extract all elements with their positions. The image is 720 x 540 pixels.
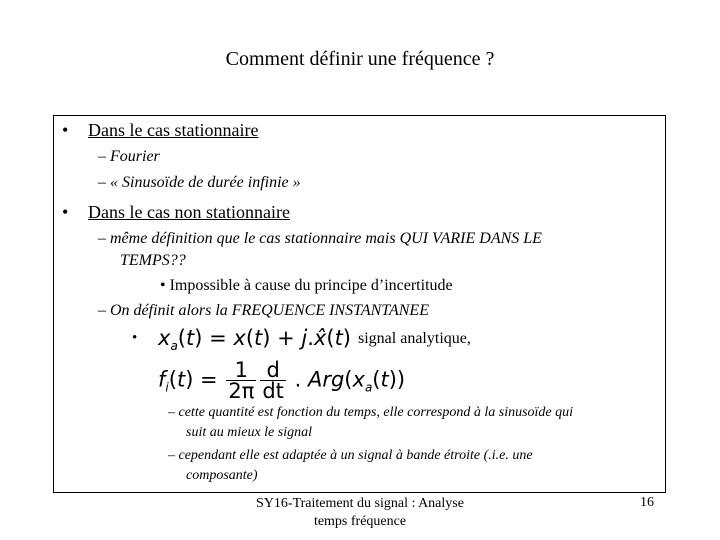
note-time-dependence-cont: suit au mieux le signal bbox=[186, 425, 312, 440]
bullet: • bbox=[62, 120, 69, 140]
slide-title: Comment définir une fréquence ? bbox=[225, 48, 495, 70]
list-item-instantaneous-frequency: – On définit alors la FREQUENCE INSTANTANEE bbox=[98, 302, 429, 319]
list-item-sinusoid: – « Sinusoïde de durée infinie » bbox=[98, 174, 301, 191]
list-item-uncertainty: • Impossible à cause du principe d’incertitude bbox=[160, 277, 453, 294]
list-item-definition-cont: TEMPS?? bbox=[120, 252, 186, 269]
heading-nonstationary: Dans le cas non stationnaire bbox=[88, 202, 290, 222]
list-item-definition: – même définition que le cas stationnaire mais QUI VARIE DANS LE bbox=[98, 230, 542, 247]
note-narrowband-cont: composante) bbox=[186, 468, 258, 483]
footer-line: SY16-Traitement du signal : Analyse bbox=[256, 496, 464, 511]
note-time-dependence: – cette quantité est fonction du temps, elle correspond à la sinusoïde qui bbox=[168, 405, 574, 420]
bullet: • bbox=[62, 202, 69, 222]
bullet: • bbox=[132, 330, 138, 346]
page-number: 16 bbox=[640, 495, 654, 510]
heading-stationary: Dans le cas stationnaire bbox=[88, 120, 259, 140]
instantaneous-frequency-equation: $f_i(t)$ = $\frac{1}{2\pi}$ $\frac{d}{dt}$ . $Arg(x_a(t))$ bbox=[158, 358, 406, 403]
footer-line: temps fréquence bbox=[313, 514, 407, 529]
note-narrowband: – cependant elle est adaptée à un signal à bande étroite (.i.e. une bbox=[168, 448, 533, 463]
list-item-fourier: – Fourier bbox=[98, 148, 160, 165]
analytic-signal-label: signal analytique, bbox=[358, 330, 471, 347]
analytic-signal-equation: $x_a(t) = x(t)$ + j.x̂(t) bbox=[158, 326, 351, 354]
footer-course-title bbox=[225, 495, 495, 531]
